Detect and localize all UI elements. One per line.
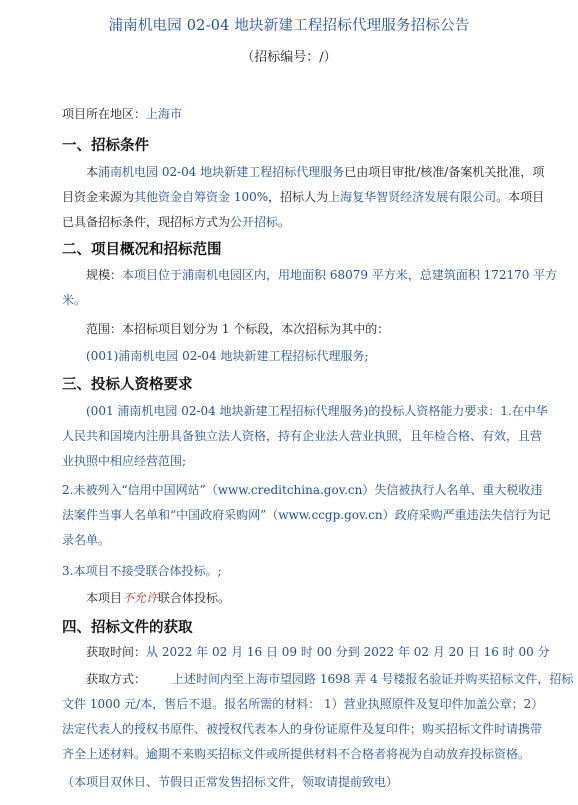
s2-scale-label: 规模： [86,268,123,282]
doc-title: 浦南机电园 02-04 地块新建工程招标代理服务招标公告 [108,18,470,34]
s3-line-5: 法案件当事人名单和“中国政府采购网”（www.ccgp.gov.cn）政府采购严重违法失信行为记 [62,508,551,522]
s4-method-line-3: 法定代表人的授权书原件、被授权代表本人的身份证原件及复印件；购买招标文件时请携带 [62,722,543,736]
s1-text: 目资金来源为 [62,190,135,204]
s1-text: 。本项目 [496,190,545,204]
s2-scale-line-2: 米。 [62,293,87,307]
s3-consortium-status: 不允许 [122,591,159,605]
s1-tender-method: 公开招标 [230,215,279,229]
s4-time-label: 获取时间： [86,645,147,659]
s2-range: 范围：本招标项目划分为 1 个标段，本次招标为其中的： [86,322,390,336]
s1-line-2 [62,189,544,205]
section-4-heading: 四、招标文件的获取 [62,620,193,636]
s4-time-value: 从 2022 年 02 月 16 日 09 时 00 分到 2022 年 02 月 20 日 16 时 00 分 [146,645,550,659]
s2-scale-text: 本项目位于浦南机电园区内，用地面积 68079 平方米，总建筑面积 172170 平方 [122,268,558,282]
s4-method-label: 获取方式： [86,672,147,686]
region-label: 项目所在地区： [62,107,147,121]
s2-lot: (001)浦南机电园 02-04 地块新建工程招标代理服务; [86,349,369,363]
s3-line-3: 业执照中相应经营范围; [62,454,187,468]
s4-method-line-2: 文件 1000 元/本，售后不退。报名所需的材料： 1）营业执照原件及复印件加盖公章；2） [62,697,544,711]
s4-method-line-4: 齐全上述材料。逾期不来购买招标文件或所提供材料不合格者将视为自动放弃投标资格。 [62,747,531,761]
s3-text: 本项目 [86,591,123,605]
region-value: 上海市 [146,107,183,121]
s1-line-3 [62,214,290,230]
s3-line-4: 2.未被列入“信用中国网站”（www.creditchina.gov.cn）失信被执行人名单、重大税收违 [62,483,543,497]
section-3-heading: 三、投标人资格要求 [62,377,193,393]
doc-subtitle: （招标编号：/） [241,50,337,65]
s1-text: ，招标人为 [268,190,329,204]
s3-line-2: 人民共和国境内注册具备独立法人资格，持有企业法人营业执照，且年检合格、有效，且营 [62,429,543,443]
s1-project-name: 浦南机电园 02-04 地块新建工程招标代理服务 [98,165,345,179]
s1-fund-source: 其他资金自筹资金 100% [134,190,269,204]
s4-time-line [86,644,550,660]
s3-line-8 [86,590,230,606]
s4-method-line-1: 上述时间内至上海市望园路 1698 弄 4 号楼报名验证并购买招标文件，招标 [172,672,574,686]
section-1-heading: 一、招标条件 [62,138,149,154]
s1-tenderer: 上海复华智贤经济发展有限公司 [328,190,497,204]
s3-lot-ref: (001 浦南机电园 02-04 地块新建工程招标代理服务) [86,404,369,418]
region-line [62,106,182,122]
s3-text: 联合体投标。 [158,591,231,605]
s3-line-7: 3.本项目不接受联合体投标。; [62,564,222,578]
s1-text: 。 [278,215,291,229]
s3-line-6: 录名单。 [62,533,111,547]
s2-scale-line-1 [86,267,557,283]
section-2-heading: 二、项目概况和招标范围 [62,242,222,258]
s1-text: 已具备招标条件，现招标方式为 [62,215,231,229]
s3-text: 的投标人资格能力要求：1.在中华 [368,404,548,418]
s1-text: 已由项目审批/核准/备案机关批准，项 [344,165,545,179]
s1-text: 本 [86,165,99,179]
s1-line-1 [86,164,544,180]
s3-line-1 [86,403,548,419]
s4-method-line-5: （本项目双休日、节假日正常发售招标文件，领取请提前致电） [62,775,399,789]
